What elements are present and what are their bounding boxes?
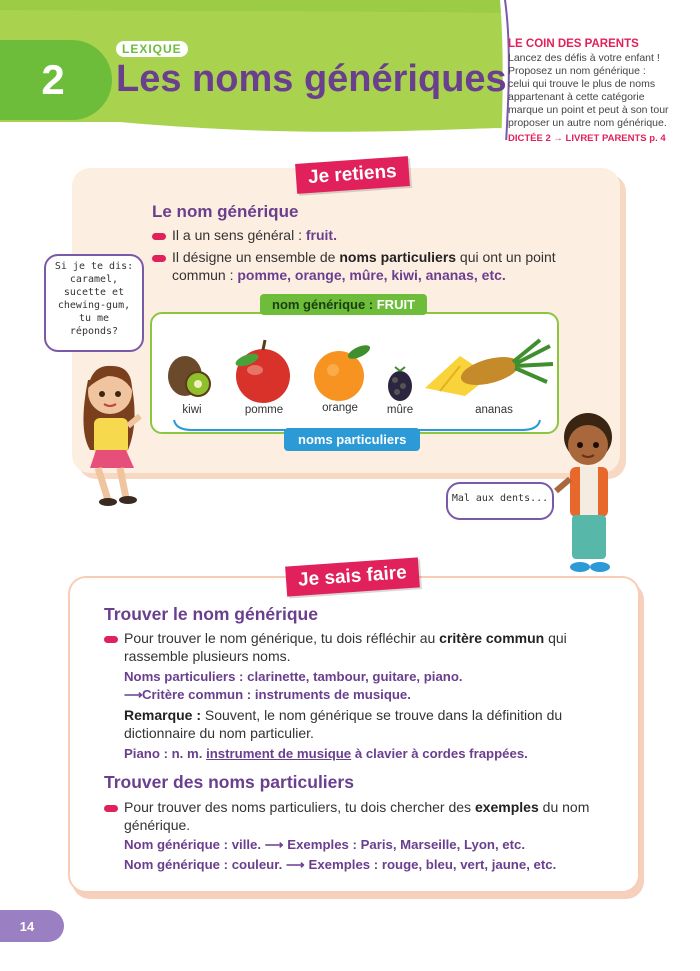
retiens-subtitle: Le nom générique <box>152 202 299 221</box>
arrow-icon: ⟶ <box>264 837 284 852</box>
page-number: 14 <box>0 910 64 942</box>
parents-corner-title: LE COIN DES PARENTS <box>508 38 639 50</box>
section1-example-2 <box>124 687 411 703</box>
generic-name-value: FRUIT <box>376 297 416 312</box>
orange-icon <box>314 342 372 401</box>
parents-corner <box>508 38 684 145</box>
pineapple-icon <box>425 340 553 396</box>
sais-faire-label: Je sais faire <box>285 557 420 596</box>
page-title: Les noms génériques <box>116 58 507 100</box>
retiens-bullet-2 <box>172 248 556 266</box>
girl-speech-bubble <box>44 254 144 352</box>
remark-text: Souvent, le nom générique se trouve dans la définition du <box>201 707 563 723</box>
fruit-name-mure: mûre <box>386 404 414 416</box>
example-list: Exemples : Paris, Marseille, Lyon, etc. <box>287 837 526 852</box>
boy-illustration <box>550 405 630 580</box>
retiens-bullet-2-line-2 <box>172 266 506 284</box>
definition-underlined: instrument de musique <box>206 746 352 761</box>
example-generic: Nom générique : ville. <box>124 837 262 852</box>
example-text: Critère commun : instruments de musique. <box>142 687 411 702</box>
speech-line: chewing-gum, <box>57 300 131 311</box>
text: Pour trouver le nom générique, tu dois réfléchir au <box>124 630 440 646</box>
section1-text-line-2: rassemble plusieurs noms. <box>124 648 291 664</box>
boy-speech-bubble: Mal aux dents... <box>446 482 554 520</box>
section2-text <box>124 798 589 816</box>
speech-line: tu me <box>78 313 110 324</box>
bullet-bold: noms particuliers <box>339 249 457 265</box>
example-list: Exemples : rouge, bleu, vert, jaune, etc. <box>308 857 557 872</box>
generic-name-prefix: nom générique : <box>272 297 377 312</box>
bullet-text: Il a un sens général : <box>172 227 306 243</box>
parents-booklet-link[interactable]: DICTÉE 2 → LIVRET PARENTS p. 4 <box>508 133 666 144</box>
bullet-marker <box>152 255 166 262</box>
fruit-illustrations <box>155 336 555 406</box>
retiens-bullet-1 <box>172 226 337 244</box>
example-generic: Nom générique : couleur. <box>124 857 283 872</box>
generic-name-label <box>260 294 427 315</box>
section2-text-line-2: générique. <box>124 817 191 833</box>
definition-suffix: à clavier à cordes frappées. <box>351 746 528 761</box>
parents-corner-line: appartenant à cette catégorie <box>508 91 645 103</box>
bullet-text: Il désigne un ensemble de <box>172 249 340 265</box>
section1-remark <box>124 706 562 724</box>
apple-icon <box>234 340 290 403</box>
chapter-number: 2 <box>0 40 112 120</box>
parents-corner-line: proposer un autre nom générique. <box>508 117 667 129</box>
section1-text <box>124 629 567 647</box>
fruit-name-ananas: ananas <box>475 404 513 416</box>
bullet-text: qui ont un point <box>456 249 556 265</box>
speech-line: Si je te dis: <box>54 261 134 272</box>
retiens-label: Je retiens <box>295 156 410 194</box>
speech-line: caramel, <box>69 274 119 285</box>
section2-example-1 <box>124 837 525 853</box>
bullet-highlight: fruit. <box>305 227 337 243</box>
girl-illustration <box>68 350 158 510</box>
fruit-name-kiwi: kiwi <box>182 404 202 416</box>
section1-example-1: Noms particuliers : clarinette, tambour, guitare, piano. <box>124 669 463 684</box>
category-tag: LEXIQUE <box>116 41 188 57</box>
bullet-marker <box>152 233 166 240</box>
arrow-icon: ⟶ <box>285 857 305 872</box>
speech-line: sucette et <box>63 287 125 298</box>
parents-corner-line: Proposez un nom générique : <box>508 65 646 77</box>
section1-title: Trouver le nom générique <box>104 604 318 624</box>
fruit-name-orange: orange <box>322 402 358 414</box>
bullet-highlight: pomme, orange, mûre, kiwi, ananas, etc. <box>237 267 506 283</box>
section2-title: Trouver des noms particuliers <box>104 772 354 792</box>
section1-remark-line-2: dictionnaire du nom particulier. <box>124 725 314 741</box>
remark-label: Remarque : <box>124 707 202 723</box>
text: qui <box>544 630 567 646</box>
text-bold: exemples <box>474 799 539 815</box>
bullet-marker <box>104 636 118 643</box>
fruit-name-pomme: pomme <box>244 404 284 416</box>
text-bold: critère commun <box>439 630 545 646</box>
parents-corner-line: Lancez des défis à votre enfant ! <box>508 52 660 64</box>
section1-definition <box>124 746 528 761</box>
kiwi-icon <box>168 356 211 397</box>
definition-prefix: Piano : n. m. <box>124 746 207 761</box>
text: Pour trouver des noms particuliers, tu dois chercher des <box>124 799 475 815</box>
bullet-marker <box>104 805 118 812</box>
particular-names-label: noms particuliers <box>284 428 420 451</box>
blackberry-icon <box>388 367 412 401</box>
parents-corner-line: marque un point et peut à son tour <box>508 104 669 116</box>
speech-line: réponds? <box>69 326 119 337</box>
text: du nom <box>538 799 590 815</box>
arrow-icon: ⟶ <box>124 687 143 702</box>
bullet-text: commun : <box>172 267 238 283</box>
parents-corner-line: celui qui trouve le plus de noms <box>508 78 656 90</box>
section2-example-2 <box>124 857 556 873</box>
